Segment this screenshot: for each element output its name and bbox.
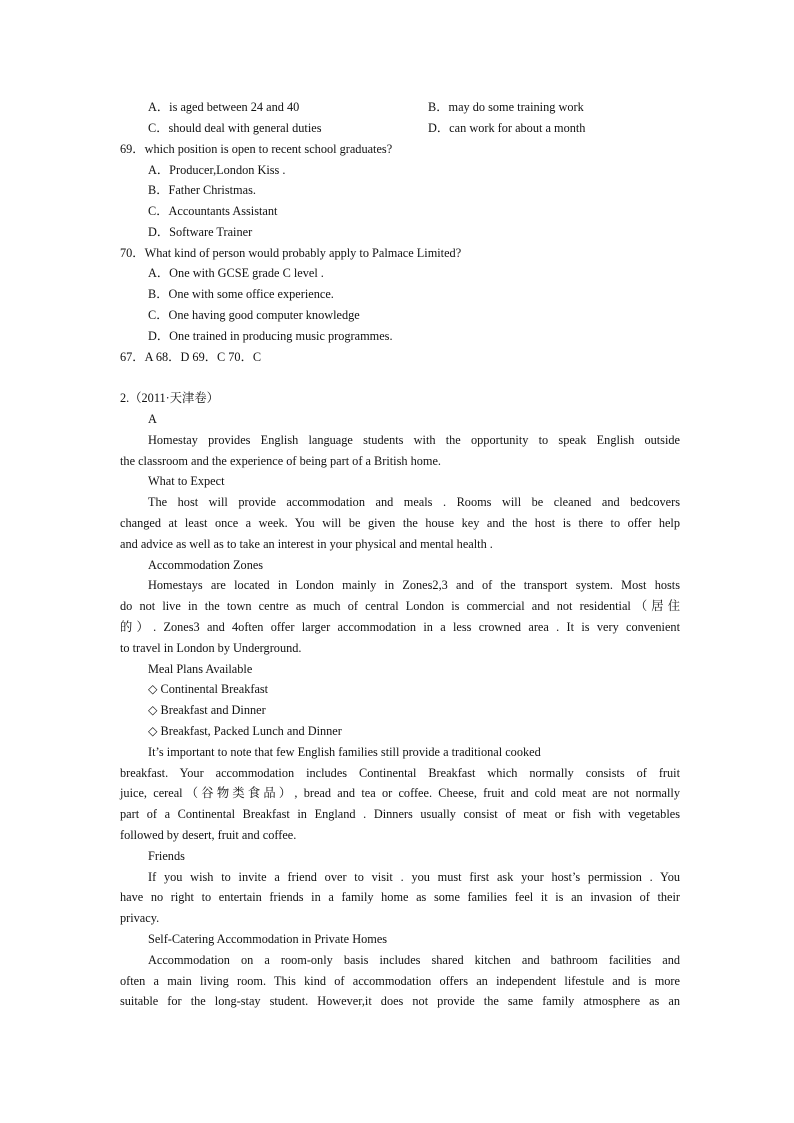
passage-line: privacy. bbox=[120, 911, 160, 925]
q68-option-d: D．can work for about a month bbox=[428, 121, 586, 135]
meal-plan-item: ◇ Breakfast and Dinner bbox=[148, 703, 266, 717]
passage-line: part of a Continental Breakfast in England . Dinners usually consist of meat or fish with vegetables bbox=[120, 807, 680, 821]
passage-line: changed at least once a week. You will be given the house key and the host is there to offer help bbox=[120, 516, 680, 530]
subheading-what-to-expect: What to Expect bbox=[148, 474, 225, 488]
passage-line: Homestays are located in London mainly in Zones2,3 and of the transport system. Most hosts bbox=[148, 578, 680, 592]
q68-option-b: B．may do some training work bbox=[428, 100, 584, 114]
q69-option-c: C．Accountants Assistant bbox=[148, 204, 278, 218]
q68-option-a: A．is aged between 24 and 40 bbox=[148, 100, 300, 114]
passage-line: It’s important to note that few English families still provide a traditional cooked bbox=[148, 745, 541, 759]
passage-line: If you wish to invite a friend over to visit . you must first ask your host’s permission . You bbox=[148, 870, 680, 884]
passage-label: A bbox=[148, 412, 157, 426]
q68-options-row-2 bbox=[148, 120, 680, 136]
passage-line: to travel in London by Underground. bbox=[120, 641, 302, 655]
passage-line: juice, cereal（谷物类食品）, bread and tea or coffee. Cheese, fruit and cold meat are not normally bbox=[120, 786, 680, 800]
subheading-self-catering: Self-Catering Accommodation in Private Homes bbox=[148, 932, 388, 946]
passage-line: The host will provide accommodation and meals . Rooms will be cleaned and bedcovers bbox=[148, 495, 680, 509]
passage-line: the classroom and the experience of being part of a British home. bbox=[120, 454, 441, 468]
question-69: 69．which position is open to recent school graduates? bbox=[120, 142, 393, 156]
passage-line: and advice as well as to take an interest in your physical and mental health . bbox=[120, 537, 493, 551]
subheading-meal-plans: Meal Plans Available bbox=[148, 662, 253, 676]
section-heading: 2.（2011·天津卷） bbox=[120, 391, 219, 405]
meal-plan-item: ◇ Continental Breakfast bbox=[148, 682, 269, 696]
subheading-friends: Friends bbox=[148, 849, 185, 863]
q69-option-d: D．Software Trainer bbox=[148, 225, 253, 239]
passage-line: have no right to entertain friends in a family home as some families feel it is an invasion of their bbox=[120, 890, 680, 904]
passage-line: breakfast. Your accommodation includes Continental Breakfast which normally consists of fruit bbox=[120, 766, 680, 780]
passage-line: Accommodation on a room-only basis includes shared kitchen and bathroom facilities and bbox=[148, 953, 680, 967]
q69-option-b: B．Father Christmas. bbox=[148, 183, 256, 197]
q70-option-b: B．One with some office experience. bbox=[148, 287, 334, 301]
passage-line: suitable for the long-stay student. However,it does not provide the same family atmosphere as an bbox=[120, 994, 680, 1008]
passage-line: do not live in the town centre as much of central London is commercial and not residential（居住 bbox=[120, 599, 680, 613]
q70-option-c: C．One having good computer knowledge bbox=[148, 308, 360, 322]
passage-line: often a main living room. This kind of accommodation offers an independent lifestule and is more bbox=[120, 974, 680, 988]
passage-line: 的）. Zones3 and 4often offer larger accommodation in a less crowned area . It is very convenient bbox=[120, 620, 680, 634]
q68-option-c: C．should deal with general duties bbox=[148, 121, 322, 135]
passage-line: Homestay provides English language students with the opportunity to speak English outside bbox=[148, 433, 680, 447]
passage-line: followed by desert, fruit and coffee. bbox=[120, 828, 297, 842]
q68-options-row-1 bbox=[148, 99, 680, 115]
q70-option-d: D．One trained in producing music programmes. bbox=[148, 329, 393, 343]
meal-plan-item: ◇ Breakfast, Packed Lunch and Dinner bbox=[148, 724, 342, 738]
q70-option-a: A．One with GCSE grade C level . bbox=[148, 266, 324, 280]
subheading-accommodation-zones: Accommodation Zones bbox=[148, 558, 264, 572]
answer-key: 67．A 68．D 69．C 70．C bbox=[120, 350, 262, 364]
question-70: 70．What kind of person would probably apply to Palmace Limited? bbox=[120, 246, 462, 260]
q69-option-a: A．Producer,London Kiss . bbox=[148, 163, 286, 177]
